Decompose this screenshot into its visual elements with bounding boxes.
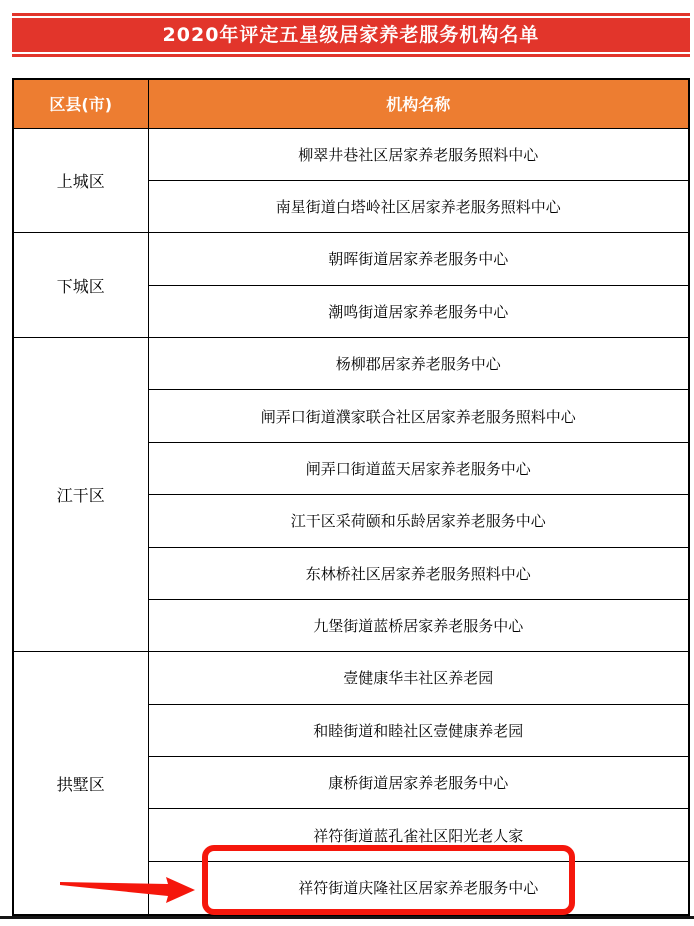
institution-cell: 祥符街道蓝孔雀社区阳光老人家 (148, 809, 689, 861)
institution-cell: 杨柳郡居家养老服务中心 (148, 338, 689, 390)
institution-cell: 康桥街道居家养老服务中心 (148, 757, 689, 809)
district-cell-xiacheng: 下城区 (13, 233, 148, 338)
table-row (13, 128, 689, 180)
institution-cell: 九堡街道蓝桥居家养老服务中心 (148, 599, 689, 651)
institution-cell: 和睦街道和睦社区壹健康养老园 (148, 704, 689, 756)
table-row (13, 652, 689, 704)
institutions-table (12, 78, 690, 916)
bottom-rule (0, 916, 694, 919)
banner-top-rule (12, 13, 690, 16)
table-row (13, 233, 689, 285)
institution-cell: 潮鸣街道居家养老服务中心 (148, 285, 689, 337)
district-cell-shangcheng: 上城区 (13, 128, 148, 233)
header-district: 区县(市) (13, 79, 148, 128)
institution-cell: 朝晖街道居家养老服务中心 (148, 233, 689, 285)
institution-cell: 柳翠井巷社区居家养老服务照料中心 (148, 128, 689, 180)
institution-cell: 江干区采荷颐和乐龄居家养老服务中心 (148, 495, 689, 547)
district-cell-gongshu: 拱墅区 (13, 652, 148, 915)
institution-cell-highlighted: 祥符街道庆隆社区居家养老服务中心 (148, 861, 689, 915)
page-title: 2020年评定五星级居家养老服务机构名单 (12, 18, 690, 52)
institution-cell: 东林桥社区居家养老服务照料中心 (148, 547, 689, 599)
header-row (13, 79, 689, 128)
header-institution: 机构名称 (148, 79, 689, 128)
institution-cell: 南星街道白塔岭社区居家养老服务照料中心 (148, 180, 689, 232)
table-row (13, 338, 689, 390)
institution-cell: 闸弄口街道濮家联合社区居家养老服务照料中心 (148, 390, 689, 442)
title-banner (12, 13, 690, 57)
institution-cell: 壹健康华丰社区养老园 (148, 652, 689, 704)
banner-bottom-rule (12, 54, 690, 57)
district-cell-jianggan: 江干区 (13, 338, 148, 652)
institution-cell: 闸弄口街道蓝天居家养老服务中心 (148, 442, 689, 494)
